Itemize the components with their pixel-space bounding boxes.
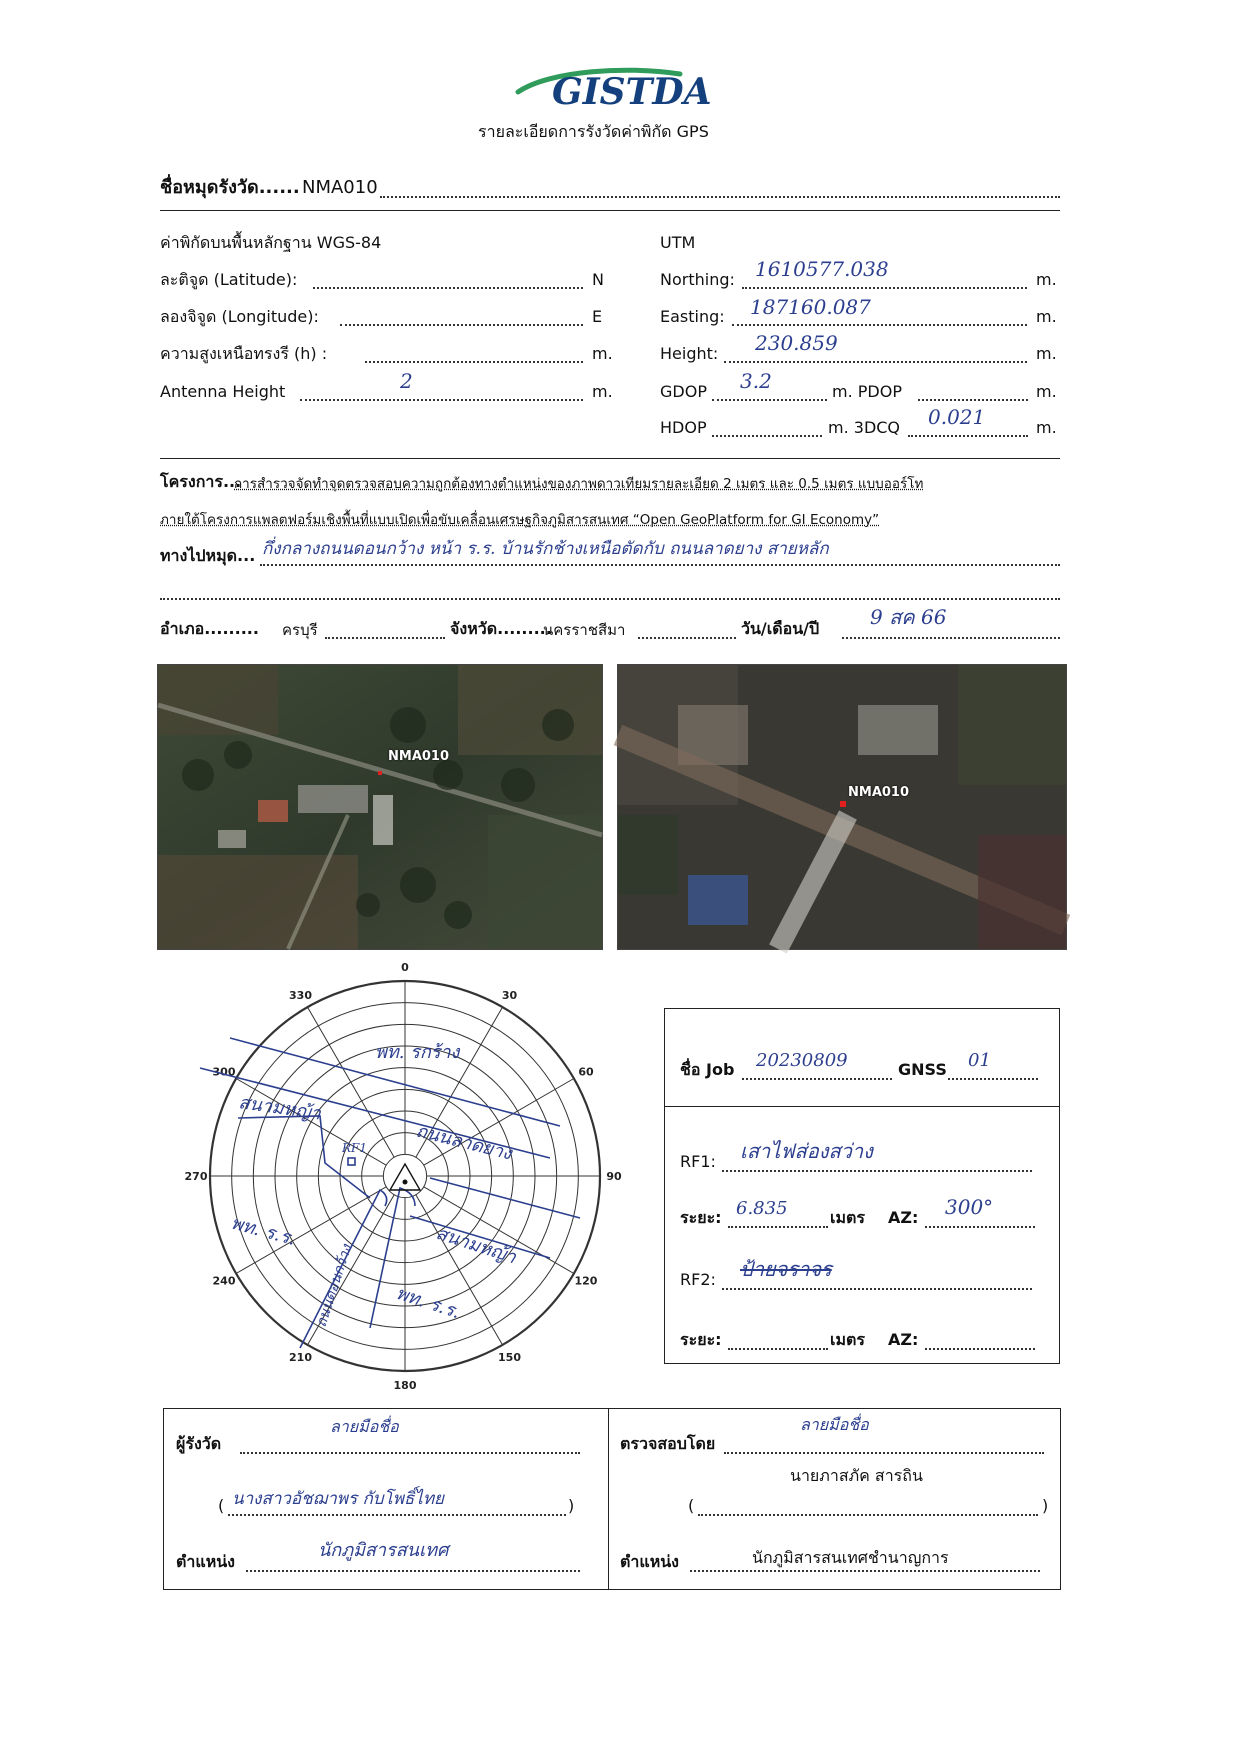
note-rf1: RF1 [342,1141,367,1155]
rf2-dots [722,1288,1032,1290]
gdop-dots [712,399,827,401]
route-label: ทางไปหมุด... [160,546,256,565]
district-value: ครบุรี [282,621,318,639]
station-rule [160,210,1060,211]
azimuth-label: 180 [393,1379,417,1392]
dcq-unit: m. [1036,418,1057,437]
northing-unit: m. [1036,270,1057,289]
utm-heading: UTM [660,233,696,252]
azimuth-label: 0 [401,961,409,974]
height-dots [724,361,1027,363]
job-dots [742,1078,892,1080]
surveyor-label: ผู้รังวัด [176,1434,222,1453]
station-label: ชื่อหมุดรังวัด...... [160,177,300,198]
gistda-logo [510,52,730,114]
dist-value: 6.835 [736,1198,788,1219]
meter2-label: เมตร [830,1330,865,1349]
sky-plot [184,958,622,1392]
checker-position: นักภูมิสารสนเทศชำนาญการ [752,1548,949,1567]
checker-position-label: ตำแหน่ง [620,1552,679,1571]
pdop-dots [918,399,1028,401]
route-dots [260,564,1060,566]
longitude-label: ลองจิจูด (Longitude): [160,307,319,326]
wgs84-heading: ค่าพิกัดบนพื้นหลักฐาน WGS-84 [160,233,382,252]
latitude-label: ละติจูด (Latitude): [160,270,298,289]
rf2-label: RF2: [680,1270,716,1289]
az-value: 300° [945,1195,994,1219]
checker-name-dots [698,1514,1038,1516]
antenna-label: Antenna Height [160,382,286,401]
date-value: 9 สค 66 [870,605,947,629]
height-unit: m. [1036,344,1057,363]
project-label: โครงการ... [160,472,242,491]
marker-label-overview: NMA010 [388,749,450,764]
az-label: AZ: [888,1208,919,1227]
dcq-value: 0.021 [928,405,986,429]
azimuth-label: 150 [498,1350,521,1364]
dist2-dots [728,1348,828,1350]
latitude-dots [313,287,583,289]
dcq-dots [908,435,1028,437]
northing-value: 1610577.038 [755,257,889,281]
lawn-line [238,1116,370,1198]
note-road-down: ถนนดอนกว้าง [313,1242,356,1330]
checker-name-close: ) [1042,1496,1049,1515]
district-label: อำเภอ......... [160,619,259,638]
checker-name-open: ( [688,1496,695,1515]
surveyor-position-label: ตำแหน่ง [176,1552,235,1571]
note-right-low: สนามหญ้า [433,1222,519,1269]
coords-rule [160,458,1060,459]
northing-dots [742,287,1027,289]
note-road-right: ถนนลาดยาง [413,1120,514,1165]
surveyor-sig-dots [240,1452,580,1454]
azimuth-label: 60 [578,1065,594,1079]
gdop-unit: m. PDOP [832,382,902,401]
checker-signature: ลายมือชื่อ [800,1415,869,1434]
azimuth-label: 270 [184,1170,208,1183]
easting-dots [732,324,1027,326]
rf1-value: เสาไฟส่องสว่าง [740,1139,873,1163]
project-line1: การสำรวจจัดทำจุดตรวจสอบความถูกต้องทางตำแหน่งของภาพดาวเทียมรายละเอียด 2 เมตร และ 0.5 เมตร แบบออร์โท [234,476,924,492]
job-value: 20230809 [756,1050,848,1071]
route-dots-2 [160,598,1060,600]
page-subtitle: รายละเอียดการรังวัดค่าพิกัด GPS [478,122,709,141]
signoff-divider [608,1408,609,1590]
job-label: ชื่อ Job [680,1060,735,1079]
pdop-unit: m. [1036,382,1057,401]
dist2-label: ระยะ: [680,1330,722,1349]
height-label: Height: [660,344,719,363]
note-bottom: พท. ร.ร. [393,1282,463,1324]
satellite-image-zoom [617,664,1067,950]
az-dots [925,1226,1035,1228]
checker-position-dots [690,1570,1040,1572]
checker-name: นายภาสภัค สารถิน [790,1466,923,1485]
longitude-unit: E [592,307,603,326]
surveyor-name-dots [228,1514,566,1516]
station-value: NMA010 [302,177,378,198]
hdop-dots [712,435,822,437]
azimuth-label: 330 [289,989,312,1003]
sky-spoke [308,1007,395,1157]
station-triangle [390,1164,420,1190]
surveyor-name-close: ) [568,1496,575,1515]
gnss-value: 01 [968,1050,991,1071]
note-top: พท. รกร้าง [375,1042,460,1063]
date-dots [842,637,1060,639]
job-box-divider [664,1106,1060,1107]
surveyor-name-open: ( [218,1496,225,1515]
project-line2: ภายใต้โครงการแพลตฟอร์มเชิงพื้นที่แบบเปิดเพื่อขับเคลื่อนเศรษฐกิจภูมิสารสนเทศ “Open GeoPlatform for GI Economy” [160,512,880,528]
sky-ring [383,1154,426,1197]
station-dot [403,1180,408,1185]
ellipsoid-height-label: ความสูงเหนือทรงรี (h) : [160,344,328,363]
surveyor-name: นางสาวอัชฌาพร กับโพธิ์ไทย [232,1489,445,1509]
antenna-value: 2 [400,369,413,393]
antenna-dots [300,399,583,401]
rf1-dots [722,1170,1032,1172]
note-left: สนามหญ้า [237,1092,323,1125]
route-value: กึ่งกลางถนนดอนกว้าง หน้า ร.ร. บ้านรักช้างเหนือตัดกับ ถนนลาดยาง สายหลัก [262,539,829,559]
satellite-image-overview [157,664,603,950]
ellipsoid-height-unit: m. [592,344,613,363]
logo-text: GISTDA [552,71,712,113]
gdop-label: GDOP [660,382,707,401]
province-dots [638,637,736,639]
az2-dots [925,1348,1035,1350]
surveyor-position: นักภูมิสารสนเทศ [318,1540,449,1561]
rf2-value: ป้ายจราจร [740,1257,832,1281]
surveyor-signature: ลายมือชื่อ [330,1417,399,1436]
hdop-unit: m. 3DCQ [828,418,901,437]
hdop-label: HDOP [660,418,707,437]
antenna-unit: m. [592,382,613,401]
rf1-label: RF1: [680,1152,716,1171]
dist-label: ระยะ: [680,1208,722,1227]
station-dots [380,196,1060,198]
azimuth-label: 30 [501,989,518,1003]
note-left-low: พท. ร.ร. [228,1212,298,1250]
az2-label: AZ: [888,1330,919,1349]
azimuth-label: 240 [212,1274,236,1288]
latitude-unit: N [592,270,604,289]
azimuth-label: 300 [212,1065,236,1079]
easting-value: 187160.087 [750,295,871,319]
gnss-label: GNSS [898,1060,947,1079]
date-label: วัน/เดือน/ปี [741,619,820,638]
road-line-4 [430,1178,580,1218]
gnss-dots [948,1078,1038,1080]
rf1-marker [348,1158,355,1165]
azimuth-label: 120 [574,1274,598,1288]
sky-spoke [416,1195,503,1345]
azimuth-label: 210 [289,1350,312,1364]
easting-unit: m. [1036,307,1057,326]
surveyor-position-dots [246,1570,580,1572]
marker-label-zoom: NMA010 [848,785,910,800]
district-dots [325,637,445,639]
height-value: 230.859 [755,331,838,355]
ellipsoid-height-dots [365,361,583,363]
checker-label: ตรวจสอบโดย [620,1434,716,1453]
northing-label: Northing: [660,270,735,289]
province-value: นครราชสีมา [543,621,626,639]
checker-sig-dots [724,1452,1044,1454]
meter-label: เมตร [830,1208,865,1227]
dist-dots [728,1226,828,1228]
province-label: จังหวัด......... [450,619,552,638]
easting-label: Easting: [660,307,725,326]
gdop-value: 3.2 [740,369,772,393]
azimuth-label: 90 [606,1170,622,1183]
longitude-dots [340,324,583,326]
